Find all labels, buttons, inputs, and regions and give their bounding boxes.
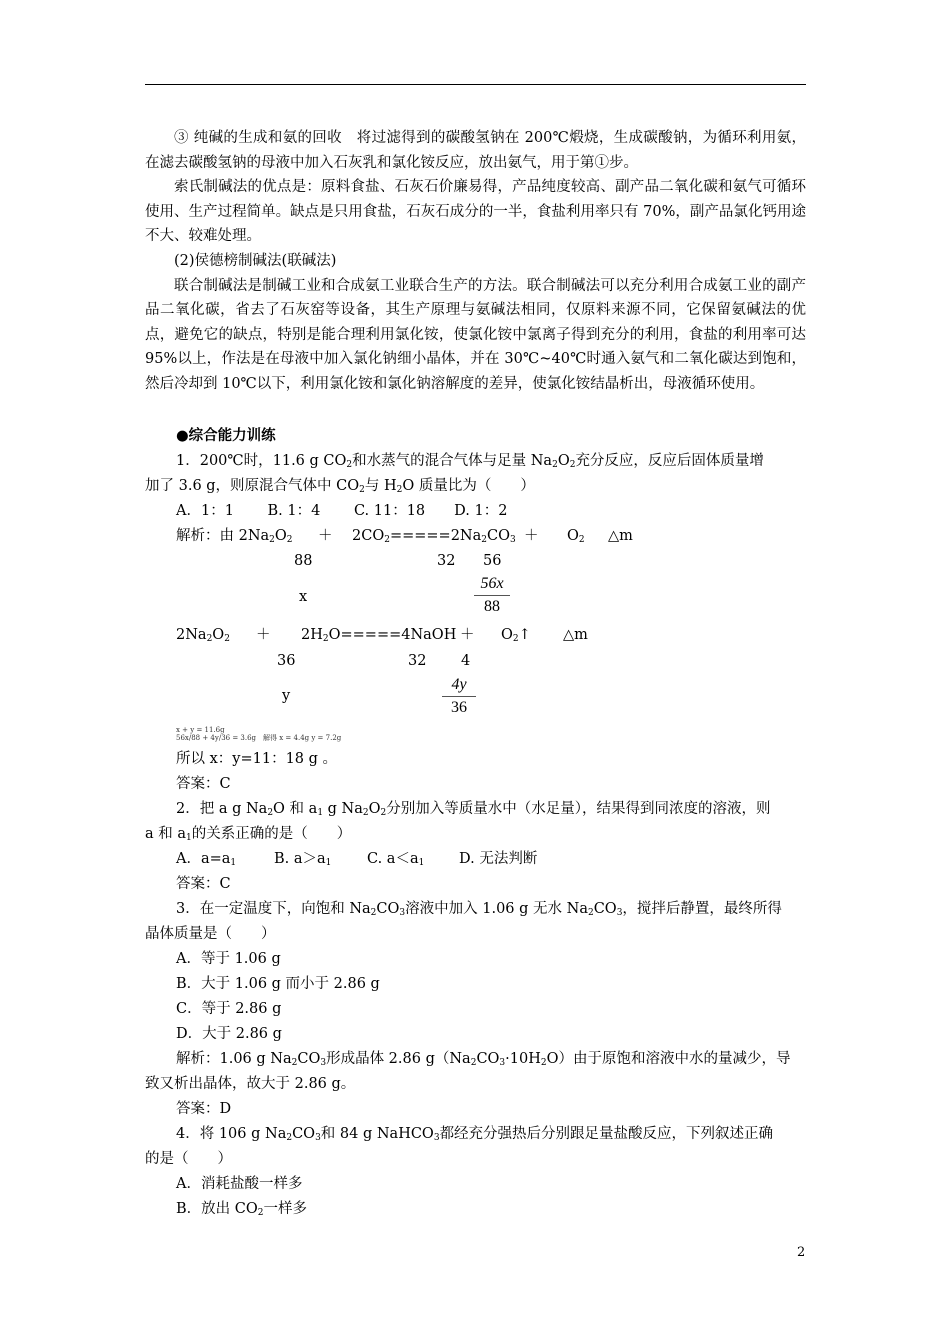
- q1-line1: 1．200℃时，11.6 g $CO_2$和水蒸气的混合气体与足量 $Na_2O_2$充分反应，反应后固体质量增: [176, 453, 764, 470]
- q1-eq2-delta-m: △m: [563, 627, 588, 643]
- paragraph-soda-ammonia-recovery: ③ 纯碱的生成和氨的回收 将过滤得到的碳酸氢钠在 200℃煅烧，生成碳酸钠，为循环利用氨，在滤去碳酸氢钠的母液中加入石灰乳和氯化铵反应，放出氨气，用于第①步。: [145, 130, 806, 171]
- q3-option-c: C．等于 2.86 g: [176, 1001, 282, 1017]
- q3-option-b: B．大于 1.06 g 而小于 2.86 g: [176, 976, 380, 992]
- q1-fraction-4y-36: 4y 36: [442, 676, 476, 717]
- q2-option-b: B. $a>a_1$: [274, 851, 332, 868]
- q1-num-56: 56: [483, 553, 502, 569]
- q2-line1: 2．把 a g $Na_2O$ 和 $a_1$ g $Na_2O_2$分别加入等质量水中（水足量），结果得到同浓度的溶液，则: [176, 801, 771, 818]
- q4-line1: 4．将 106 g $Na_2CO_3$和 84 g NaHCO$_3$都经充分强热后分别跟足量盐酸反应，下列叙述正确: [176, 1126, 774, 1143]
- q1-options: A．1：1 B. 1：4 C. 11：18 D. 1：2: [176, 503, 508, 519]
- q1-eq1-o2: $O_2$: [567, 528, 585, 545]
- q3-explanation-line2: 致又析出晶体，故大于 2.86 g。: [145, 1076, 356, 1092]
- q1-num-32a: 32: [437, 553, 456, 569]
- q4-line2: 的是（ ）: [145, 1151, 232, 1167]
- q1-eq1-left: 解析：由 $2Na_2O_2$: [176, 528, 293, 545]
- q1-eq2-plus2: ＋: [460, 627, 475, 643]
- q3-line1: 3．在一定温度下，向饱和 $Na_2CO_3$溶液中加入 1.06 g 无水 $Na_2CO_3$，搅拌后静置，最终所得: [176, 901, 782, 918]
- q1-var-y: y: [282, 688, 291, 704]
- q1-eq1-right: $2CO_2=====2Na_2CO_3$: [352, 528, 516, 545]
- q2-answer: 答案：C: [176, 876, 231, 892]
- q1-eq1-plus: ＋: [318, 528, 333, 544]
- q2-option-a: A．$a=a_1$: [176, 851, 237, 868]
- q1-num-32b: 32: [408, 653, 427, 669]
- q1-num-36: 36: [277, 653, 296, 669]
- q3-option-d: D．大于 2.86 g: [176, 1026, 282, 1042]
- q3-answer: 答案：D: [176, 1101, 232, 1117]
- q1-var-x: x: [299, 589, 308, 605]
- q1-line2: 加了 3.6 g，则原混合气体中 $CO_2$与 $H_2O$ 质量比为（ ）: [145, 478, 535, 495]
- q4-option-a: A．消耗盐酸一样多: [176, 1176, 303, 1192]
- body-text-top: [145, 126, 806, 397]
- q1-ratio: 所以 x：y=11：18 g 。: [176, 751, 338, 767]
- q1-fraction-56x-88: 56x 88: [474, 575, 510, 616]
- q1-answer: 答案：C: [176, 776, 231, 792]
- paragraph-combined-method: 联合制碱法是制碱工业和合成氨工业联合生产的方法。联合制碱法可以充分利用合成氨工业的副产品二氧化碳，省去了石灰窑等设备，其生产原理与氨碱法相同，仅原料来源不同，它保留氨碱法的优点，避免它的缺点，特别是能合理利用氯化铵，使氯化铵中氯离子得到充分的利用，食盐的利用率可达 95%以上，作法是在母液中加入氯化钠细小晶体，并在 30℃~40℃时通入氨气和二氧化碳达到饱和，然后冷却到 10℃以下，利用氯化铵和氯化钠溶解度的差异，使氯化铵结晶析出，母液循环使用。: [145, 277, 806, 392]
- q4-option-b: B．放出 $CO_2$一样多: [176, 1201, 307, 1218]
- q3-explanation-line1: 解析：1.06 g $Na_2CO_3$形成晶体 2.86 $g(Na_2CO_3\cdot 10H_2O)$由于原饱和溶液中水的量减少，导: [176, 1051, 791, 1068]
- q2-option-d: D. 无法判断: [459, 851, 538, 867]
- q1-eq2-plus: ＋: [256, 627, 271, 643]
- q1-num-88: 88: [294, 553, 313, 569]
- q3-line2: 晶体质量是（ ）: [145, 926, 276, 942]
- section-heading: ●综合能力训练: [176, 427, 276, 444]
- q1-eq2-left: $2Na_2O_2$: [176, 627, 230, 644]
- q2-line2: a 和 $a_1$的关系正确的是（ ）: [145, 826, 352, 843]
- q3-option-a: A．等于 1.06 g: [176, 951, 281, 967]
- paragraph-solvay-pros-cons: 索氏制碱法的优点是：原料食盐、石灰石价廉易得，产品纯度较高、副产品二氧化碳和氨气可循环使用、生产过程简单。缺点是只用食盐，石灰石成分的一半，食盐利用率只有 70%，副产品氯化钙用途不大、较难处理。: [145, 179, 806, 245]
- q1-eq1-delta-m: △m: [608, 528, 633, 544]
- q1-eq1-plus2: ＋: [524, 528, 539, 544]
- q1-num-4: 4: [461, 653, 471, 669]
- q2-option-c: C. $a<a_1$: [367, 851, 425, 868]
- header-rule: [145, 84, 806, 85]
- q1-eq2-o2: $O_2↑$: [501, 627, 531, 644]
- page-number: 2: [797, 1245, 806, 1260]
- paragraph-hou-method-heading: (2)侯德榜制碱法(联碱法): [174, 252, 337, 269]
- q1-eq2-right: $2H_2O=====4NaOH$: [301, 627, 457, 644]
- q1-equation-system: x + y = 11.6g 56x/88 + 4y/36 = 3.6g 解得 x = 4.4g y = 7.2g: [176, 726, 342, 742]
